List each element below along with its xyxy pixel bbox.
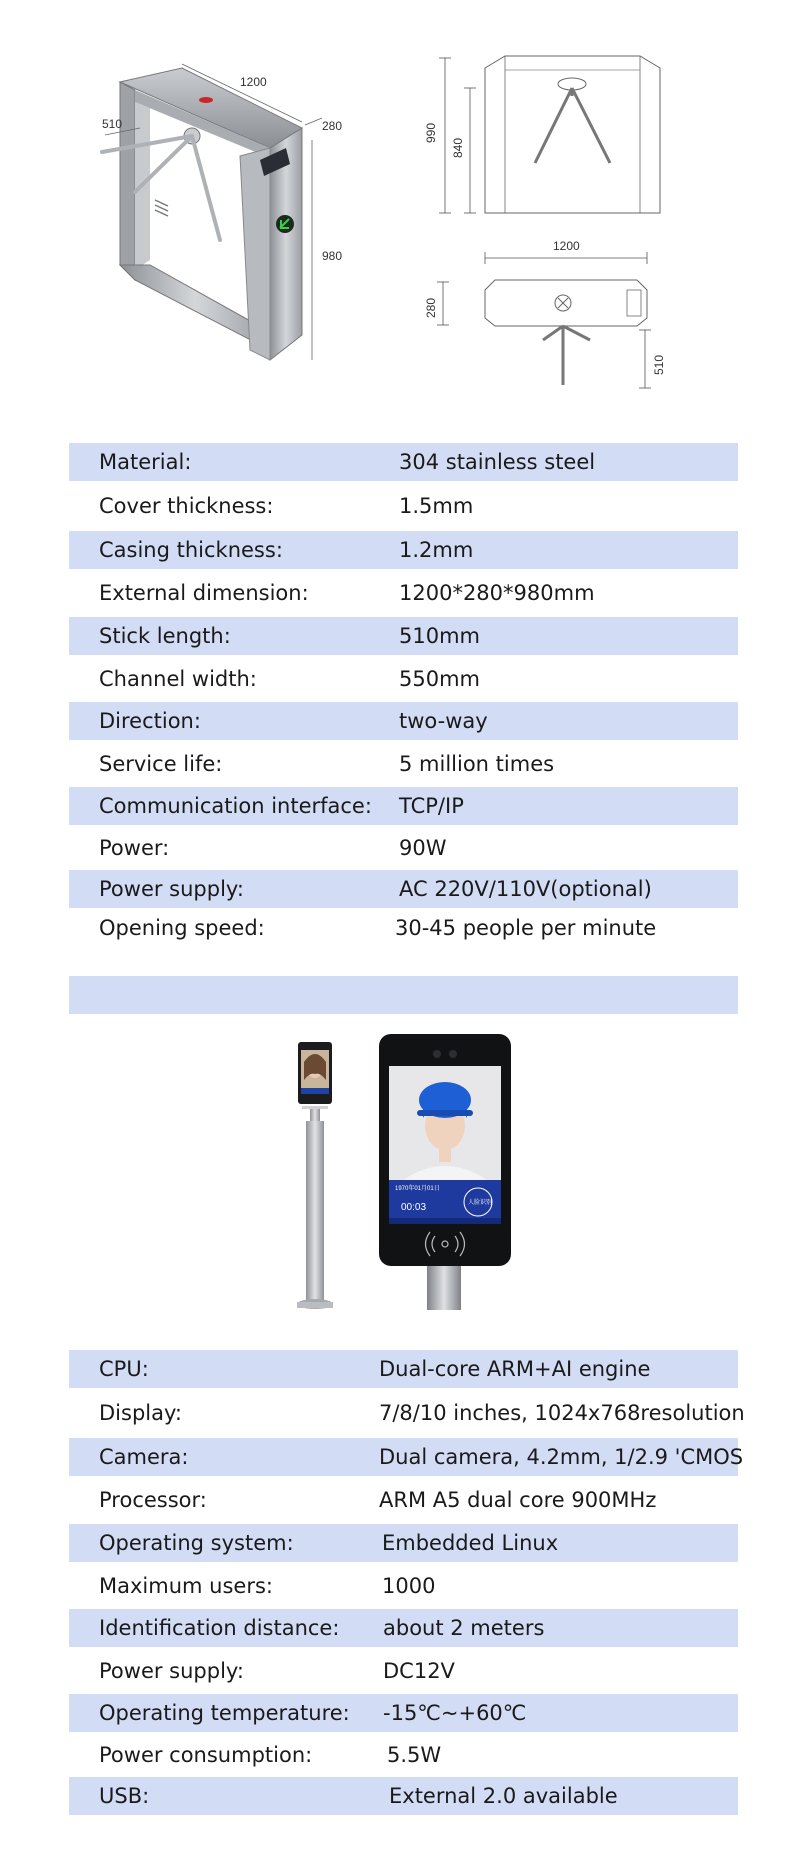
spec-row-operating-temperature	[69, 1694, 738, 1732]
spec-value: 1200*280*980mm	[399, 581, 595, 605]
spec-label: Channel width:	[99, 666, 257, 691]
spec-row-opening-speed	[69, 908, 738, 948]
spec-value: 90W	[399, 835, 447, 860]
spec-row-power	[69, 825, 738, 870]
spec-value: 1.2mm	[399, 538, 474, 562]
spec-row-casing-thickness	[69, 531, 738, 569]
spec-label: Communication interface:	[99, 794, 372, 818]
spec-row-camera	[69, 1438, 744, 1476]
spec-label: Maximum users:	[99, 1573, 273, 1598]
screen-mode-label: 人脸识别	[468, 1200, 493, 1206]
spec-value: 510mm	[399, 624, 480, 648]
spec-value: 5 million times	[399, 751, 555, 776]
terminal-spec-table	[69, 1350, 745, 1815]
spec-label: Power supply:	[99, 1658, 244, 1683]
spec-value: TCP/IP	[399, 794, 464, 818]
turnstile-spec-table	[69, 443, 738, 1014]
dim-inner-height: 840	[451, 137, 465, 158]
spec-row-channel-width	[69, 655, 738, 702]
spec-label: Casing thickness:	[99, 538, 283, 562]
turnstile-photo	[90, 60, 380, 390]
spec-value: 7/8/10 inches, 1024x768resolution	[379, 1401, 745, 1425]
spec-value: 304 stainless steel	[399, 450, 596, 474]
dim-height: 980	[322, 249, 343, 263]
spec-row-processor	[69, 1476, 738, 1524]
spec-row-operating-system	[69, 1524, 738, 1562]
spec-row-stick-length	[69, 617, 738, 655]
spec-row-identification-distance	[69, 1609, 738, 1647]
spec-value: Embedded Linux	[382, 1531, 559, 1555]
spec-label: Processor:	[99, 1488, 207, 1512]
dim-total-height: 990	[424, 122, 438, 143]
spec-value: 5.5W	[387, 1742, 442, 1767]
spec-value: about 2 meters	[383, 1616, 545, 1640]
pedestal-terminal-image	[290, 1040, 340, 1315]
dim-length: 1200	[240, 75, 267, 89]
spec-row-service-life	[69, 740, 738, 787]
spec-row-display	[69, 1388, 745, 1438]
dim-arm: 510	[102, 117, 123, 131]
spacer-row	[69, 948, 738, 976]
dim-top-length: 1200	[553, 240, 580, 253]
spec-value: two-way	[399, 709, 488, 733]
spec-row-power-supply	[69, 1647, 738, 1694]
spec-row-cover-thickness	[69, 481, 738, 531]
spec-value: 30-45 people per minute	[395, 916, 657, 940]
spec-label: Stick length:	[99, 624, 231, 648]
spec-row-usb	[69, 1777, 738, 1815]
spec-row-power-supply	[69, 870, 738, 908]
spec-label: Operating temperature:	[99, 1701, 350, 1725]
spec-value: AC 220V/110V(optional)	[399, 877, 652, 901]
spec-value: Dual-core ARM+AI engine	[379, 1357, 651, 1381]
spec-value: DC12V	[383, 1658, 455, 1683]
face-terminal-image	[375, 1030, 515, 1310]
dim-top-width: 280	[424, 297, 438, 318]
top-view-drawing	[415, 240, 675, 405]
spec-value: ARM A5 dual core 900MHz	[379, 1488, 657, 1512]
spec-label: Opening speed:	[99, 916, 265, 940]
spec-value: 1.5mm	[399, 494, 474, 518]
front-view-drawing	[415, 48, 675, 228]
spec-label: Power supply:	[99, 877, 244, 901]
dim-top-arm: 510	[652, 354, 666, 375]
spec-row-material	[69, 443, 738, 481]
spec-label: CPU:	[99, 1357, 149, 1381]
spec-label: Camera:	[99, 1445, 189, 1469]
spec-label: Service life:	[99, 751, 223, 776]
spec-row-direction	[69, 702, 738, 740]
spec-value: Dual camera, 4.2mm, 1/2.9 'CMOS	[379, 1445, 744, 1469]
spec-value: 550mm	[399, 666, 480, 691]
screen-timestamp: 1970年01月01日	[395, 1186, 440, 1192]
spec-row-communication-interface	[69, 787, 738, 825]
spec-label: Power:	[99, 835, 170, 860]
spec-label: Power consumption:	[99, 1742, 313, 1767]
spec-label: Material:	[99, 450, 192, 474]
spec-label: Display:	[99, 1401, 182, 1425]
spec-value: 1000	[382, 1573, 436, 1598]
spec-row-power-consumption	[69, 1732, 738, 1777]
spec-value: -15℃~+60℃	[383, 1701, 527, 1725]
spec-label: External dimension:	[99, 581, 309, 605]
spec-label: Identification distance:	[99, 1616, 340, 1640]
spec-label: Operating system:	[99, 1531, 294, 1555]
dim-width: 280	[322, 119, 343, 133]
empty-shaded-row	[69, 976, 738, 1014]
spec-label: USB:	[99, 1784, 150, 1808]
screen-counter: 00:03	[401, 1202, 427, 1213]
spec-label: Direction:	[99, 709, 201, 733]
spec-row-external-dimension	[69, 569, 738, 617]
spec-row-maximum-users	[69, 1562, 738, 1609]
spec-row-cpu	[69, 1350, 738, 1388]
spec-label: Cover thickness:	[99, 494, 274, 518]
spec-value: External 2.0 available	[389, 1784, 618, 1808]
